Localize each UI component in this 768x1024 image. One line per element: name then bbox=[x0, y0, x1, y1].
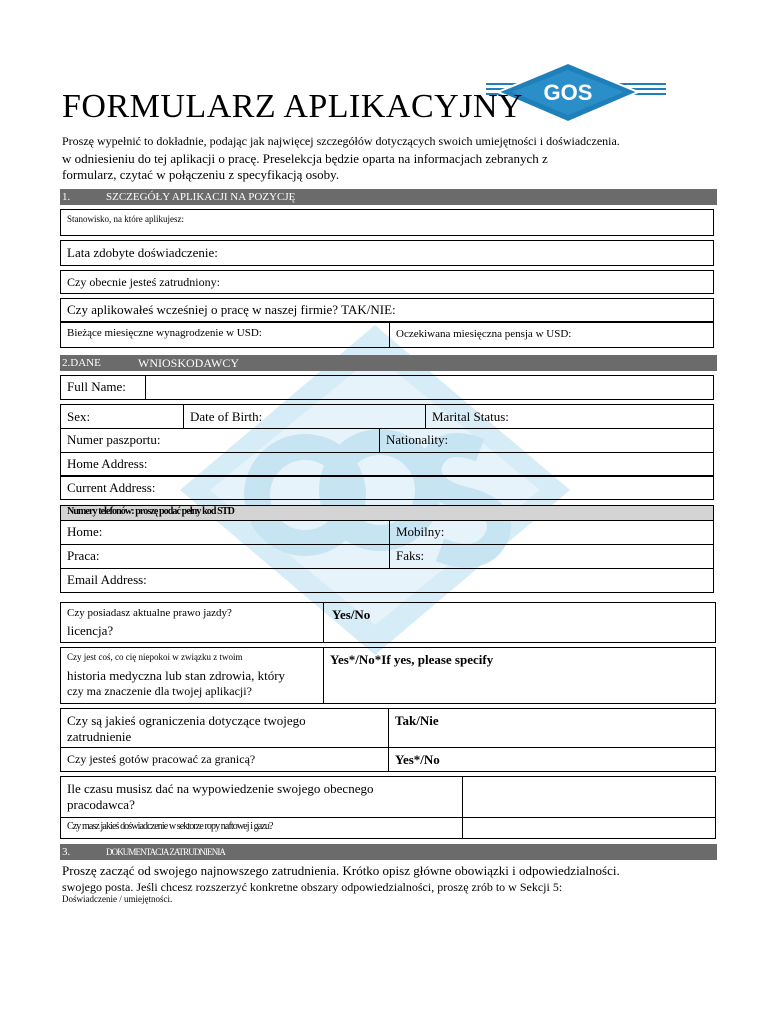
restrictions-answer: Tak/Nie bbox=[395, 713, 439, 728]
applied-before-field[interactable] bbox=[60, 298, 714, 322]
nationality-field[interactable] bbox=[379, 429, 713, 452]
expected-salary-field[interactable] bbox=[389, 323, 713, 347]
form-title: FORMULARZ APLIKACYJNY bbox=[62, 88, 524, 125]
abroad-answer: Yes*/No bbox=[395, 752, 440, 767]
employed-field[interactable] bbox=[60, 270, 714, 294]
section-1-number: 1. bbox=[62, 191, 71, 203]
logo-text: GOS bbox=[543, 80, 593, 105]
license-answer-field[interactable] bbox=[323, 603, 715, 642]
intro-line-2: w odniesieniu do tej aplikacji o pracę. Preselekcja będzie oparta na informacjach zebranych z bbox=[62, 151, 548, 166]
restrictions-row bbox=[60, 708, 716, 748]
current-salary-label: Bieżące miesięczne wynagrodzenie w USD: bbox=[67, 327, 262, 339]
health-answer-field[interactable] bbox=[323, 648, 715, 703]
license-question-line-1: Czy posiadasz aktualne prawo jazdy? bbox=[67, 607, 232, 619]
section-2-number: 2.DANE bbox=[62, 357, 101, 369]
abroad-answer-field[interactable] bbox=[388, 748, 715, 771]
home-address-label: Home Address: bbox=[67, 456, 148, 471]
experience-field[interactable] bbox=[60, 240, 714, 266]
health-question-line-2: historia medyczna lub stan zdrowia, który bbox=[67, 668, 286, 683]
work-phone-label: Praca: bbox=[67, 548, 100, 563]
dob-label: Date of Birth: bbox=[190, 409, 263, 424]
license-row bbox=[60, 602, 716, 643]
full-name-row bbox=[60, 375, 714, 400]
health-question-line-3: czy ma znaczenie dla twojej aplikacji? bbox=[67, 684, 252, 698]
full-name-label: Full Name: bbox=[67, 379, 126, 394]
intro-line-3: formularz, czytać w połączeniu z specyfikacją osoby. bbox=[62, 167, 340, 182]
sex-label: Sex: bbox=[67, 409, 91, 424]
passport-row bbox=[60, 428, 714, 453]
personal-row bbox=[60, 404, 714, 429]
health-row bbox=[60, 647, 716, 704]
health-answer: Yes*/No*If yes, please specify bbox=[330, 652, 494, 667]
home-address-field[interactable] bbox=[60, 452, 714, 476]
employed-label: Czy obecnie jesteś zatrudniony: bbox=[67, 275, 220, 289]
expected-salary-label: Oczekiwana miesięczna pensja w USD: bbox=[396, 328, 572, 340]
section-2-title: WNIOSKODAWCY bbox=[138, 356, 240, 370]
section-3-header bbox=[60, 844, 717, 860]
phone-home-row bbox=[60, 505, 714, 545]
section-3-title: DOKUMENTACJA ZATRUDNIENIA bbox=[106, 847, 226, 857]
current-address-label: Current Address: bbox=[67, 480, 156, 495]
home-phone-label: Home: bbox=[67, 524, 103, 539]
marital-field[interactable] bbox=[425, 405, 713, 428]
marital-label: Marital Status: bbox=[432, 409, 509, 424]
phones-header-strip bbox=[61, 506, 713, 521]
section-3-line-2: swojego posta. Jeśli chcesz rozszerzyć konkretne obszary odpowiedzialności, proszę zrób to w Sekcji 5: bbox=[62, 880, 563, 894]
section-1-header bbox=[60, 189, 717, 205]
section-3-number: 3. bbox=[62, 846, 71, 858]
offshore-row bbox=[60, 817, 716, 839]
email-label: Email Address: bbox=[67, 572, 147, 587]
experience-label: Lata zdobyte doświadczenie: bbox=[67, 245, 218, 260]
dob-field[interactable] bbox=[183, 405, 425, 428]
notice-answer-field[interactable] bbox=[462, 777, 715, 817]
intro-line-1: Proszę wypełnić to dokładnie, podając jak najwięcej szczegółów dotyczących swoich umiejętności i doświadczenia. bbox=[62, 134, 620, 148]
nationality-label: Nationality: bbox=[386, 432, 449, 447]
phone-work-row bbox=[60, 544, 714, 569]
license-question-line-2: licencja? bbox=[67, 623, 114, 638]
applied-before-label: Czy aplikowałeś wcześniej o pracę w naszej firmie? TAK/NIE: bbox=[67, 302, 396, 317]
abroad-question: Czy jesteś gotów pracować za granicą? bbox=[67, 752, 256, 766]
notice-question-line-1: Ile czasu musisz dać na wypowiedzenie swojego obecnego bbox=[67, 781, 374, 796]
section-3-line-3: Doświadczenie / umiejętności. bbox=[62, 894, 173, 904]
abroad-row bbox=[60, 747, 716, 772]
restrictions-question-line-2: zatrudnienie bbox=[67, 729, 132, 744]
restrictions-answer-field[interactable] bbox=[388, 709, 715, 747]
position-field[interactable] bbox=[60, 209, 714, 236]
fax-field[interactable] bbox=[389, 545, 713, 568]
current-address-field[interactable] bbox=[60, 476, 714, 500]
passport-label: Numer paszportu: bbox=[67, 432, 161, 447]
email-field[interactable] bbox=[60, 568, 714, 593]
health-question-line-1: Czy jest coś, co cię niepokoi w związku z twoim bbox=[67, 652, 243, 662]
mobile-phone-label: Mobilny: bbox=[396, 524, 445, 539]
offshore-answer-field[interactable] bbox=[462, 818, 715, 838]
full-name-field[interactable] bbox=[145, 376, 713, 399]
restrictions-question-line-1: Czy są jakieś ograniczenia dotyczące twojego bbox=[67, 713, 306, 728]
section-1-title: SZCZEGÓŁY APLIKACJI NA POZYCJĘ bbox=[106, 191, 296, 203]
mobile-phone-field[interactable] bbox=[389, 520, 713, 544]
notice-question-line-2: pracodawca? bbox=[67, 797, 135, 812]
section-3-line-1: Proszę zacząć od swojego najnowszego zatrudnienia. Krótko opisz główne obowiązki i odpowiedzialności. bbox=[62, 863, 620, 878]
section-2-header bbox=[60, 355, 717, 371]
license-answer: Yes/No bbox=[332, 607, 371, 622]
phones-header: Numery telefonów: proszę podać pełny kod STD bbox=[67, 506, 234, 517]
notice-row bbox=[60, 776, 716, 818]
fax-label: Faks: bbox=[396, 548, 425, 563]
salary-row bbox=[60, 322, 714, 348]
offshore-question: Czy masz jakieś doświadczenie w sektorze ropy naftowej i gazu? bbox=[67, 821, 273, 832]
position-label: Stanowisko, na które aplikujesz: bbox=[67, 214, 184, 224]
